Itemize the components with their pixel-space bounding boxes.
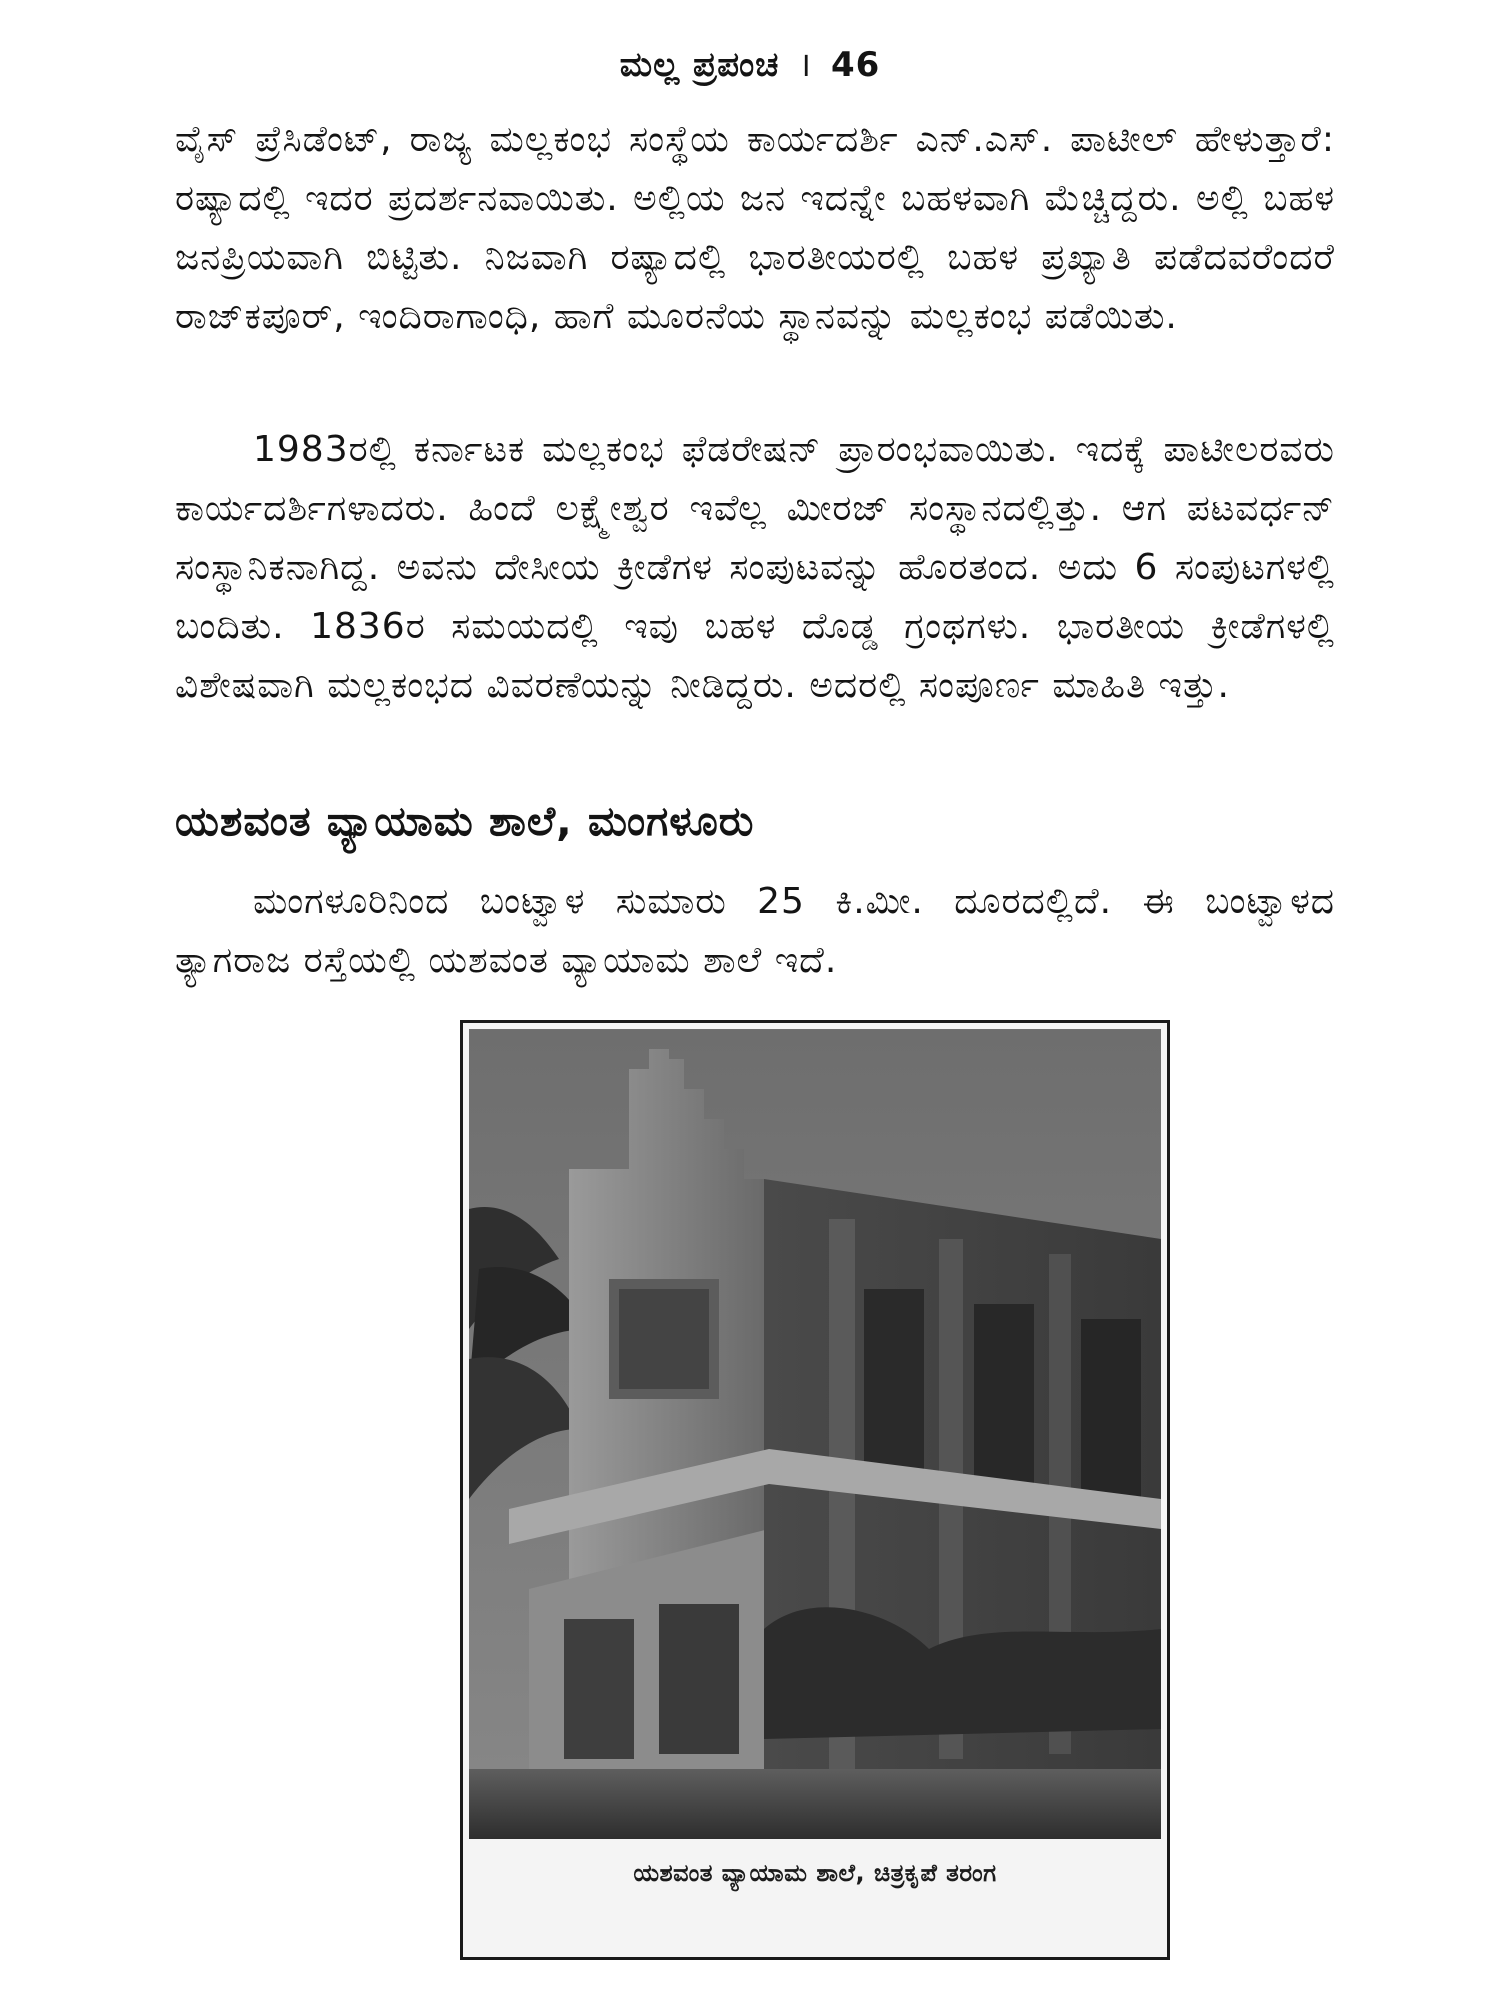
book-title: ಮಲ್ಲ ಪ್ರಪಂಚ [619, 45, 780, 85]
building-photo-drawing [469, 1029, 1161, 1839]
figure-caption: ಯಶವಂತ ವ್ಯಾಯಾಮ ಶಾಲೆ, ಚಿತ್ರಕೃಪೆ ತರಂಗ [633, 1859, 997, 1887]
running-header [0, 40, 1500, 86]
paragraph-2-text: 1983ರಲ್ಲಿ ಕರ್ನಾಟಕ ಮಲ್ಲಕಂಭ ಫೆಡರೇಷನ್ ಪ್ರಾರಂಭವಾಯಿತು. ಇದಕ್ಕೆ ಪಾಟೀಲರವರು ಕಾರ್ಯದರ್ಶಿಗಳಾದರು. ಹಿಂದೆ ಲಕ್ಷ್ಮೇಶ್ವರ ಇವೆಲ್ಲ ಮೀರಜ್ ಸಂಸ್ಥಾನದಲ್ಲಿತ್ತು. ಆಗ ಪಟವರ್ಧನ್ ಸಂಸ್ಥಾನಿಕನಾಗಿದ್ದ. ಅವನು ದೇಸೀಯ ಕ್ರೀಡೆಗಳ ಸಂಪುಟವನ್ನು ಹೊರತಂದ. ಅದು 6 ಸಂಪುಟಗಳಲ್ಲಿ ಬಂದಿತು. 1836ರ ಸಮಯದಲ್ಲಿ ಇವು ಬಹಳ ದೊಡ್ಡ ಗ್ರಂಥಗಳು. ಭಾರತೀಯ ಕ್ರೀಡೆಗಳಲ್ಲಿ ವಿಶೇಷವಾಗಿ ಮಲ್ಲಕಂಭದ ವಿವರಣೆಯನ್ನು ನೀಡಿದ್ದರು. ಅದರಲ್ಲಿ ಸಂಪೂರ್ಣ ಮಾಹಿತಿ ಇತ್ತು. [175, 429, 1335, 706]
section-heading: ಯಶವಂತ ವ್ಯಾಯಾಮ ಶಾಲೆ, ಮಂಗಳೂರು [175, 797, 755, 845]
paragraph-3 [175, 872, 1335, 990]
figure-frame [460, 1020, 1170, 1960]
header-separator: । [798, 45, 813, 85]
paragraph-1 [175, 110, 1335, 346]
page-number: 46 [830, 45, 881, 85]
building-photo [469, 1029, 1161, 1839]
paragraph-2 [175, 420, 1335, 715]
paragraph-1-text: ವೈಸ್ ಪ್ರೆಸಿಡೆಂಟ್, ರಾಜ್ಯ ಮಲ್ಲಕಂಭ ಸಂಸ್ಥೆಯ ಕಾರ್ಯದರ್ಶಿ ಎನ್.ಎಸ್. ಪಾಟೀಲ್ ಹೇಳುತ್ತಾರೆ: ರಷ್ಯಾದಲ್ಲಿ ಇದರ ಪ್ರದರ್ಶನವಾಯಿತು. ಅಲ್ಲಿಯ ಜನ ಇದನ್ನೇ ಬಹಳವಾಗಿ ಮೆಚ್ಚಿದ್ದರು. ಅಲ್ಲಿ ಬಹಳ ಜನಪ್ರಿಯವಾಗಿ ಬಿಟ್ಟಿತು. ನಿಜವಾಗಿ ರಷ್ಯಾದಲ್ಲಿ ಭಾರತೀಯರಲ್ಲಿ ಬಹಳ ಪ್ರಖ್ಯಾತಿ ಪಡೆದವರೆಂದರೆ ರಾಜ್‌ಕಪೂರ್, ಇಂದಿರಾಗಾಂಧಿ, ಹಾಗೆ ಮೂರನೆಯ ಸ್ಥಾನವನ್ನು ಮಲ್ಲಕಂಭ ಪಡೆಯಿತು. [175, 119, 1335, 337]
paragraph-3-text: ಮಂಗಳೂರಿನಿಂದ ಬಂಟ್ವಾಳ ಸುಮಾರು 25 ಕಿ.ಮೀ. ದೂರದಲ್ಲಿದೆ. ಈ ಬಂಟ್ವಾಳದ ತ್ಯಾಗರಾಜ ರಸ್ತೆಯಲ್ಲಿ ಯಶವಂತ ವ್ಯಾಯಾಮ ಶಾಲೆ ಇದೆ. [175, 881, 1335, 981]
